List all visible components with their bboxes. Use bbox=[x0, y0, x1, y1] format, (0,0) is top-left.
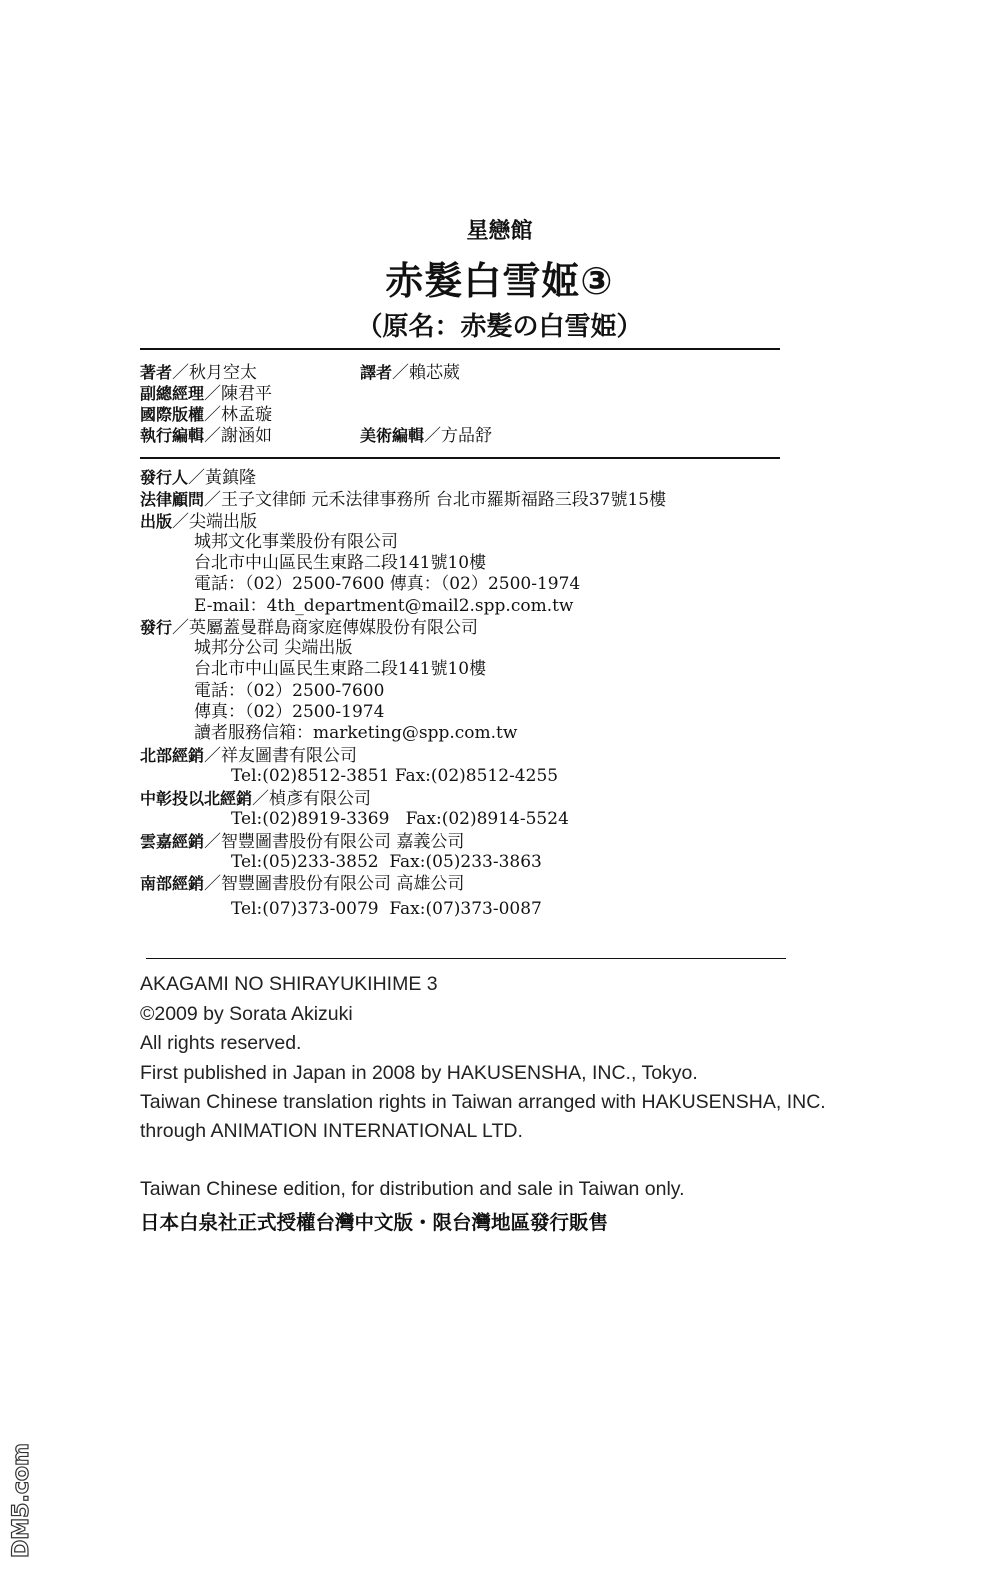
translation-rights: Taiwan Chinese translation rights in Taiwan arranged with HAKUSENSHA, INC. bbox=[140, 1091, 826, 1113]
book-title: 赤髮白雪姬③ bbox=[385, 259, 614, 303]
edition-notice: Taiwan Chinese edition, for distribution and sale in Taiwan only. bbox=[140, 1178, 685, 1200]
imprint-name: 星戀館 bbox=[466, 219, 533, 244]
south-dist-contact: Tel:(07)373-0079 Fax:(07)373-0087 bbox=[231, 899, 542, 919]
north-dist-line: 北部經銷／祥友圖書有限公司 bbox=[140, 746, 358, 766]
through-agency: through ANIMATION INTERNATIONAL LTD. bbox=[140, 1120, 523, 1142]
copyright-notice: ©2009 by Sorata Akizuki bbox=[140, 1003, 353, 1025]
central-dist-contact: Tel:(02)8919-3369 Fax:(02)8914-5524 bbox=[231, 809, 569, 829]
bottom-rule bbox=[146, 958, 786, 959]
site-watermark bbox=[4, 1430, 34, 1560]
publish-address: 台北市中山區民生東路二段141號10樓 bbox=[194, 553, 487, 573]
distribute-phone: 電話：（02）2500-7600 bbox=[194, 681, 385, 701]
top-rule bbox=[140, 348, 780, 350]
publish-phone: 電話：（02）2500-7600 傳真：（02）2500-1974 bbox=[194, 574, 581, 594]
publish-company: 城邦文化事業股份有限公司 bbox=[194, 532, 398, 552]
credit-deputy-gm: 副總經理／陳君平 bbox=[140, 384, 273, 404]
yunjia-dist-line: 雲嘉經銷／智豐圖書股份有限公司 嘉義公司 bbox=[140, 832, 465, 852]
publish-line: 出版／尖端出版 bbox=[140, 512, 258, 532]
first-published: First published in Japan in 2008 by HAKUSENSHA, INC., Tokyo. bbox=[140, 1062, 698, 1084]
distribute-address: 台北市中山區民生東路二段141號10樓 bbox=[194, 659, 487, 679]
north-dist-contact: Tel:(02)8512-3851 Fax:(02)8512-4255 bbox=[231, 766, 559, 786]
credit-intl-rights: 國際版權／林孟璇 bbox=[140, 405, 273, 425]
authorized-edition-notice: 日本白泉社正式授權台灣中文版・限台灣地區發行販售 bbox=[140, 1211, 609, 1234]
issuer-line: 發行人／黃鎮隆 bbox=[140, 468, 257, 488]
middle-rule bbox=[140, 457, 780, 459]
distribute-branch: 城邦分公司 尖端出版 bbox=[194, 638, 353, 658]
credit-translator: 譯者／賴芯葳 bbox=[360, 363, 461, 383]
credit-author: 著者／秋月空太 bbox=[140, 363, 258, 383]
central-dist-line: 中彰投以北經銷／楨彥有限公司 bbox=[140, 789, 372, 809]
yunjia-dist-contact: Tel:(05)233-3852 Fax:(05)233-3863 bbox=[231, 852, 542, 872]
original-title: （原名：赤髪の白雪姫） bbox=[356, 312, 643, 342]
distribute-fax: 傳真：（02）2500-1974 bbox=[194, 702, 385, 722]
legal-line: 法律顧問／王子文律師 元禾法律事務所 台北市羅斯福路三段37號15樓 bbox=[140, 490, 667, 510]
distribute-service-email: 讀者服務信箱：marketing@spp.com.tw bbox=[194, 723, 518, 743]
publish-email: E-mail：4th_department@mail2.spp.com.tw bbox=[194, 596, 574, 616]
english-title: AKAGAMI NO SHIRAYUKIHIME 3 bbox=[140, 973, 438, 995]
distribute-line: 發行／英屬蓋曼群島商家庭傳媒股份有限公司 bbox=[140, 618, 479, 638]
watermark-text: DM5.com bbox=[9, 1443, 34, 1558]
credit-exec-editor: 執行編輯／謝涵如 bbox=[140, 426, 273, 446]
rights-reserved: All rights reserved. bbox=[140, 1032, 302, 1054]
south-dist-line: 南部經銷／智豐圖書股份有限公司 高雄公司 bbox=[140, 874, 465, 894]
credit-art-editor: 美術編輯／方品舒 bbox=[360, 426, 493, 446]
